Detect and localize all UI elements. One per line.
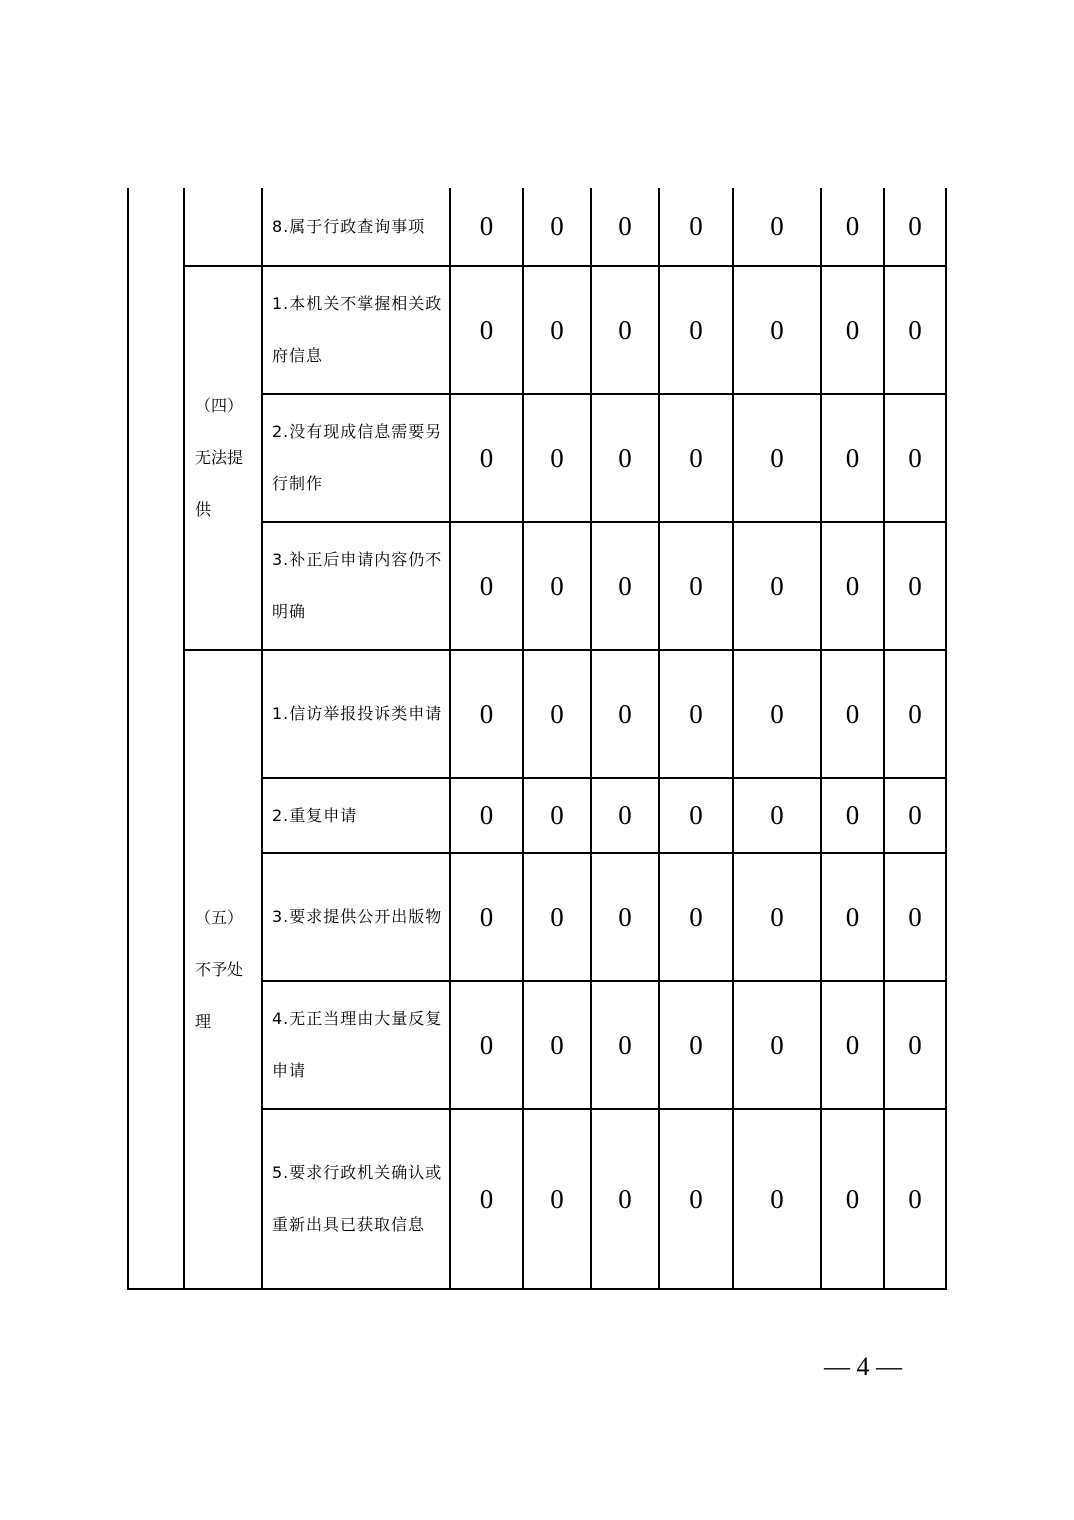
- value-cell: 0: [450, 778, 523, 853]
- value-cell: 0: [733, 650, 821, 778]
- value-cell: 0: [659, 188, 733, 266]
- table-row: [128, 266, 946, 394]
- value-cell: 0: [450, 1109, 523, 1289]
- value-cell: 0: [733, 778, 821, 853]
- group-label-cell: [184, 188, 262, 266]
- row-label: 5.要求行政机关确认或重新出具已获取信息: [262, 1109, 450, 1289]
- value-cell: 0: [733, 188, 821, 266]
- value-cell: 0: [884, 394, 946, 522]
- value-cell: 0: [523, 394, 591, 522]
- value-cell: 0: [523, 853, 591, 981]
- value-cell: 0: [591, 522, 659, 650]
- value-cell: 0: [523, 522, 591, 650]
- group-label-cell: [184, 650, 262, 1289]
- value-cell: 0: [884, 778, 946, 853]
- value-cell: 0: [733, 266, 821, 394]
- page-number: — 4 —: [824, 1352, 902, 1381]
- value-cell: 0: [884, 266, 946, 394]
- value-cell: 0: [821, 650, 884, 778]
- table-row: [128, 650, 946, 778]
- value-cell: 0: [450, 650, 523, 778]
- group-label-cell: [184, 266, 262, 650]
- row-label: 3.补正后申请内容仍不明确: [262, 522, 450, 650]
- table-row: [128, 188, 946, 266]
- value-cell: 0: [591, 1109, 659, 1289]
- value-cell: 0: [821, 778, 884, 853]
- value-cell: 0: [821, 853, 884, 981]
- row-label: 3.要求提供公开出版物: [262, 853, 450, 981]
- value-cell: 0: [821, 1109, 884, 1289]
- value-cell: 0: [884, 650, 946, 778]
- group-label-line: （五）: [195, 907, 244, 927]
- value-cell: 0: [659, 981, 733, 1109]
- value-cell: 0: [591, 853, 659, 981]
- value-cell: 0: [450, 853, 523, 981]
- value-cell: 0: [450, 266, 523, 394]
- value-cell: 0: [659, 1109, 733, 1289]
- value-cell: 0: [591, 266, 659, 394]
- value-cell: 0: [523, 266, 591, 394]
- value-cell: 0: [659, 853, 733, 981]
- value-cell: 0: [523, 981, 591, 1109]
- row-label: 4.无正当理由大量反复申请: [262, 981, 450, 1109]
- value-cell: 0: [821, 188, 884, 266]
- group-label-line: 不予处: [195, 959, 244, 979]
- group-label-line: 供: [195, 500, 212, 519]
- value-cell: 0: [884, 981, 946, 1109]
- value-cell: 0: [821, 522, 884, 650]
- row-label: 2.重复申请: [262, 778, 450, 853]
- value-cell: 0: [821, 266, 884, 394]
- value-cell: 0: [591, 394, 659, 522]
- value-cell: 0: [733, 1109, 821, 1289]
- value-cell: 0: [523, 188, 591, 266]
- value-cell: 0: [523, 1109, 591, 1289]
- value-cell: 0: [591, 981, 659, 1109]
- value-cell: 0: [659, 266, 733, 394]
- value-cell: 0: [591, 188, 659, 266]
- group-label-line: （四）: [195, 396, 244, 415]
- value-cell: 0: [733, 394, 821, 522]
- group-label-line: 理: [195, 1011, 212, 1031]
- value-cell: 0: [591, 778, 659, 853]
- value-cell: 0: [884, 1109, 946, 1289]
- group-label-line: 无法提: [195, 448, 244, 467]
- value-cell: 0: [733, 981, 821, 1109]
- value-cell: 0: [821, 394, 884, 522]
- value-cell: 0: [884, 853, 946, 981]
- row-label: 1.信访举报投诉类申请: [262, 650, 450, 778]
- row-label: 2.没有现成信息需要另行制作: [262, 394, 450, 522]
- value-cell: 0: [659, 394, 733, 522]
- value-cell: 0: [591, 650, 659, 778]
- value-cell: 0: [523, 778, 591, 853]
- value-cell: 0: [659, 650, 733, 778]
- value-cell: 0: [450, 522, 523, 650]
- value-cell: 0: [733, 853, 821, 981]
- value-cell: 0: [450, 188, 523, 266]
- row-label: 8.属于行政查询事项: [262, 188, 450, 266]
- value-cell: 0: [450, 981, 523, 1109]
- value-cell: 0: [884, 188, 946, 266]
- row-label: 1.本机关不掌握相关政府信息: [262, 266, 450, 394]
- value-cell: 0: [450, 394, 523, 522]
- statistics-table: [127, 188, 947, 1290]
- value-cell: 0: [733, 522, 821, 650]
- value-cell: 0: [884, 522, 946, 650]
- value-cell: 0: [659, 522, 733, 650]
- value-cell: 0: [659, 778, 733, 853]
- value-cell: 0: [523, 650, 591, 778]
- value-cell: 0: [821, 981, 884, 1109]
- outer-category-cell: [128, 188, 184, 1289]
